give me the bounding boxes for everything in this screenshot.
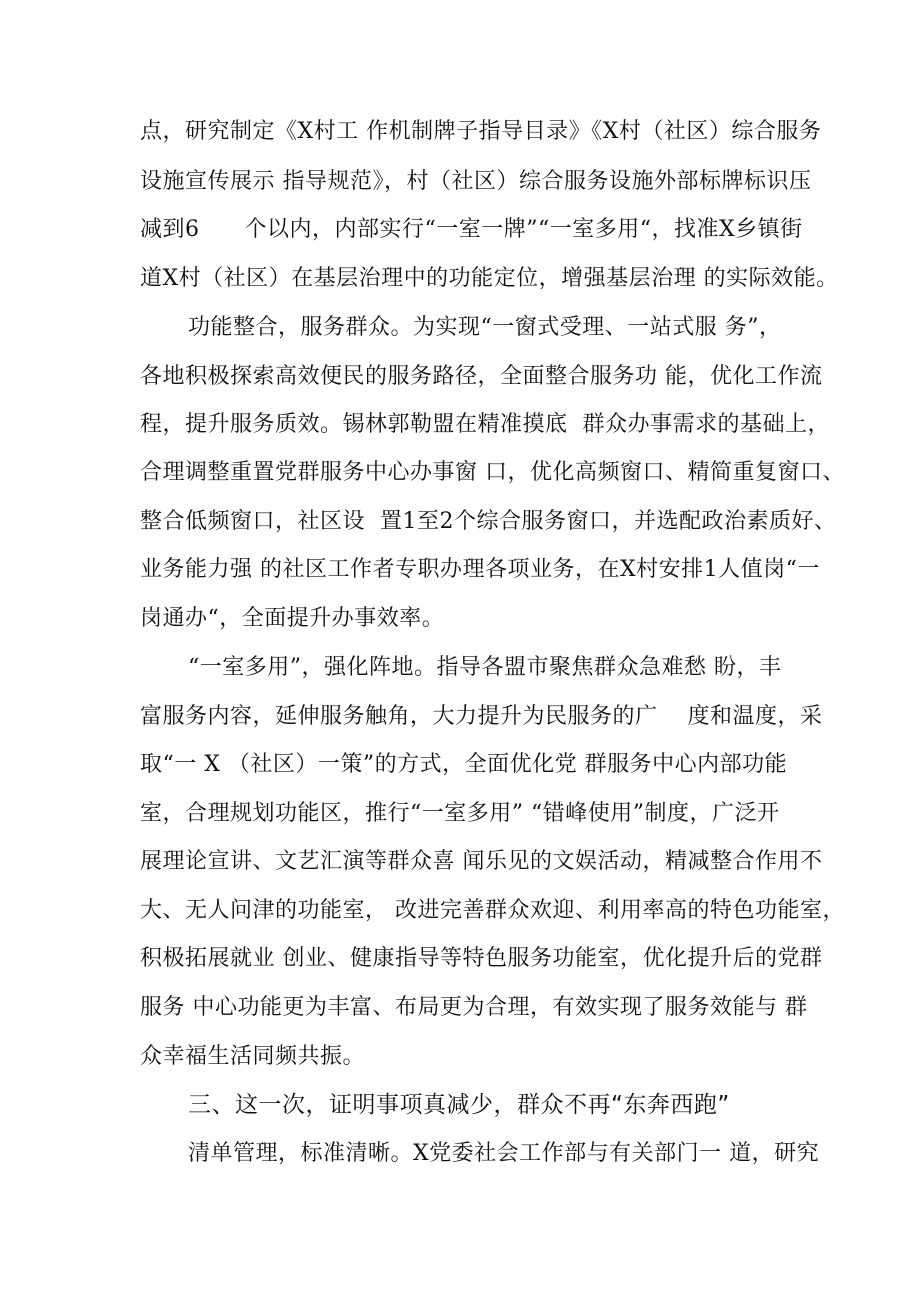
paragraph-1-line-2: 设施宣传展示 指导规范》，村（社区）综合服务设施外部标牌标识压 xyxy=(140,169,812,194)
paragraph-3-line-7: 积极拓展就业 创业、健康指导等特色服务功能室，优化提升后的党群 xyxy=(140,946,823,971)
paragraph-3-line-5: 展理论宣讲、文艺汇演等群众喜 闻乐见的文娱活动，精减整合作用不 xyxy=(140,849,823,874)
paragraph-4-line-1: 清单管理，标准清晰。X党委社会工作部与有关部门一 道，研究 xyxy=(188,1141,820,1166)
paragraph-2-line-4: 合理调整重置党群服务中心办事窗 口，优化高频窗口、精简重复窗口、 xyxy=(140,460,845,485)
section-3-heading: 三、这一次，证明事项真减少，群众不再“东奔西跑” xyxy=(188,1092,730,1118)
paragraph-2-line-5: 整合低频窗口，社区设 置1至2个综合服务窗口，并选配政治素质好、 xyxy=(140,509,837,534)
paragraph-1-line-1: 点，研究制定《X村工 作机制牌子指导目录》《X村（社区）综合服务 xyxy=(140,119,822,144)
paragraph-2-line-3: 程，提升服务质效。锡林郭勒盟在精准摸底 群众办事需求的基础上， xyxy=(140,412,830,437)
paragraph-1-line-4: 道X村（社区）在基层治理中的功能定位，增强基层治理 的实际效能。 xyxy=(140,266,839,291)
paragraph-2-line-1: 功能整合，服务群众。为实现“一窗式受理、一站式服 务”， xyxy=(188,315,782,340)
paragraph-3-line-2: 富服务内容，延伸服务触角，大力提升为民服务的广 度和温度，采 xyxy=(140,704,823,729)
paragraph-3-line-8: 服务 中心功能更为丰富、布局更为合理，有效实现了服务效能与 群 xyxy=(140,995,808,1020)
paragraph-3-line-6: 大、无人问津的功能室， 改进完善群众欢迎、利用率高的特色功能室， xyxy=(140,898,845,923)
paragraph-1-line-3: 减到6 个以内，内部实行“一室一牌”“一室多用“，找准X乡镇街 xyxy=(140,217,803,242)
paragraph-2-line-7: 岗通办“，全面提升办事效率。 xyxy=(140,606,445,631)
paragraph-3-line-3: 取“一 X （社区）一策”的方式，全面优化党 群服务中心内部功能 xyxy=(140,752,788,777)
paragraph-3-line-4: 室，合理规划功能区，推行“一室多用” “错峰使用”制度，广泛开 xyxy=(140,801,780,826)
paragraph-2-line-6: 业务能力强 的社区工作者专职办理各项业务，在X村安排1人值岗“一 xyxy=(140,557,820,582)
paragraph-3-line-9: 众幸福生活同频共振。 xyxy=(140,1044,366,1069)
paragraph-3-line-1: “一室多用”，强化阵地。指导各盟市聚焦群众急难愁 盼，丰 xyxy=(188,655,782,680)
paragraph-2-line-2: 各地积极探索高效便民的服务路径，全面整合服务功 能，优化工作流 xyxy=(140,364,823,389)
